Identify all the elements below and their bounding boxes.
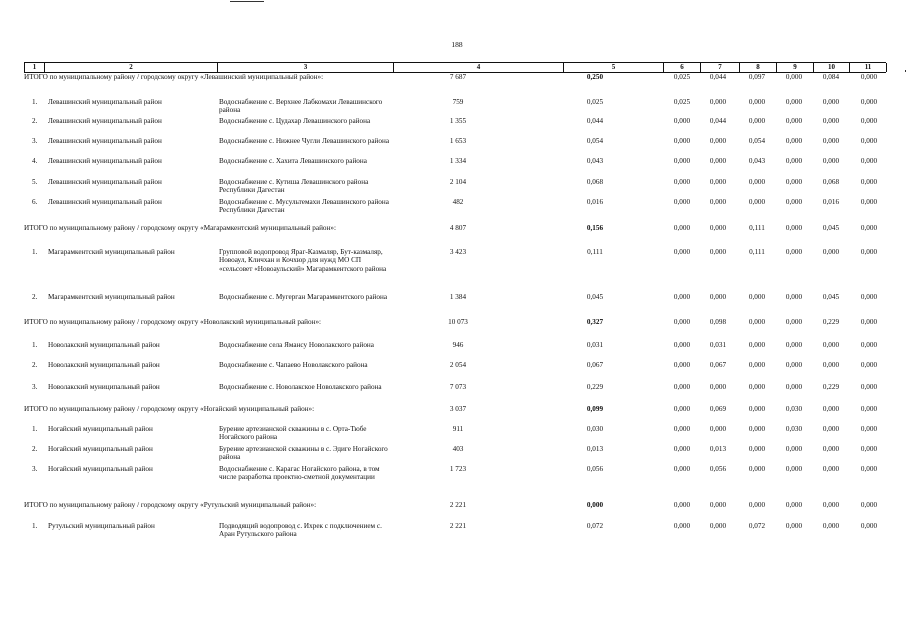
value-c5: 0,000 (586, 501, 604, 509)
district-name: Рутульский муниципальный район (48, 522, 155, 530)
value-c8: 0,000 (748, 383, 766, 391)
value-c4: 2 221 (449, 522, 467, 530)
column-header-3: 3 (217, 63, 393, 72)
table-header (24, 62, 886, 73)
total-label: ИТОГО по муниципальному району / городскому округу «Магарамкентский муниципальный район»: (24, 224, 336, 232)
value-c4: 946 (452, 341, 464, 349)
value-c11: 0,000 (860, 318, 878, 326)
value-c7: 0,000 (709, 98, 727, 106)
value-c8: 0,000 (748, 445, 766, 453)
district-name: Ногайский муниципальный район (48, 425, 153, 433)
value-c4: 759 (452, 98, 464, 106)
value-c4: 1 384 (449, 293, 467, 301)
value-c4: 1 355 (449, 117, 467, 125)
value-c11: 0,000 (860, 522, 878, 530)
value-c9: 0,000 (785, 501, 803, 509)
value-c11: 0,000 (860, 383, 878, 391)
value-c6: 0,000 (673, 405, 691, 413)
column-header-5: 5 (563, 63, 663, 72)
object-name: Водоснабжение с. Карагас Ногайского района, в том числе разработка проектно-сметной документации (219, 465, 380, 482)
row-number: 5. (32, 178, 38, 186)
district-name: Магарамкентский муниципальный район (48, 248, 175, 256)
value-c8: 0,000 (748, 501, 766, 509)
value-c7: 0,067 (709, 361, 727, 369)
value-c6: 0,000 (673, 361, 691, 369)
value-c4: 2 221 (449, 501, 467, 509)
value-c10: 0,045 (822, 224, 840, 232)
value-c9: 0,000 (785, 465, 803, 473)
district-name: Левашинский муниципальный район (48, 117, 162, 125)
value-c10: 0,045 (822, 293, 840, 301)
district-name: Новолакский муниципальный район (48, 383, 160, 391)
value-c8: 0,000 (748, 318, 766, 326)
district-name: Левашинский муниципальный район (48, 157, 162, 165)
value-c5: 0,111 (587, 248, 603, 256)
value-c4: 10 073 (448, 318, 468, 326)
value-c9: 0,000 (785, 178, 803, 186)
value-c9: 0,000 (785, 73, 803, 81)
value-c10: 0,000 (822, 137, 840, 145)
value-c6: 0,000 (673, 465, 691, 473)
value-c5: 0,056 (586, 465, 604, 473)
column-header-2: 2 (44, 63, 217, 72)
value-c8: 0,111 (749, 224, 765, 232)
value-c11: 0,000 (860, 178, 878, 186)
value-c8: 0,000 (748, 293, 766, 301)
value-c10: 0,068 (822, 178, 840, 186)
column-header-10: 10 (813, 63, 849, 72)
district-name: Ногайский муниципальный район (48, 465, 153, 473)
value-c7: 0,044 (709, 73, 727, 81)
value-c9: 0,000 (785, 137, 803, 145)
value-c4: 2 054 (449, 361, 467, 369)
row-number: 1. (32, 248, 38, 256)
value-c8: 0,097 (748, 73, 766, 81)
value-c9: 0,000 (785, 341, 803, 349)
row-number: 4. (32, 157, 38, 165)
value-c7: 0,000 (709, 198, 727, 206)
object-name: Водоснабжение с. Нижнее Чугли Левашинского района (219, 137, 390, 145)
value-c5: 0,044 (586, 117, 604, 125)
value-c10: 0,000 (822, 341, 840, 349)
column-header-4: 4 (393, 63, 563, 72)
value-c4: 2 104 (449, 178, 467, 186)
value-c9: 0,000 (785, 224, 803, 232)
row-number: 2. (32, 445, 38, 453)
value-c7: 0,000 (709, 522, 727, 530)
district-name: Магарамкентский муниципальный район (48, 293, 175, 301)
object-name: Водоснабжение с. Новолакское Новолакского района (219, 383, 382, 391)
value-c6: 0,000 (673, 293, 691, 301)
value-c9: 0,000 (785, 361, 803, 369)
object-name: Подводящий водопровод с. Ихрек с подключением с. Аран Рутульского района (219, 522, 382, 539)
value-c4: 1 723 (449, 465, 467, 473)
value-c7: 0,000 (709, 248, 727, 256)
value-c9: 0,000 (785, 383, 803, 391)
object-name: Водоснабжение с. Мугерган Магарамкентского района (219, 293, 388, 301)
value-c7: 0,000 (709, 157, 727, 165)
value-c10: 0,000 (822, 361, 840, 369)
value-c10: 0,229 (822, 318, 840, 326)
value-c8: 0,000 (748, 465, 766, 473)
value-c10: 0,000 (822, 425, 840, 433)
row-number: 1. (32, 425, 38, 433)
value-c10: 0,084 (822, 73, 840, 81)
value-c4: 1 653 (449, 137, 467, 145)
value-c6: 0,000 (673, 318, 691, 326)
value-c5: 0,045 (586, 293, 604, 301)
object-name: Групповой водопровод Яраг-Казмаляр, Бут-казмаляр, Новоаул, Кличхан и Кочхюр для нужд МО СП «сельсовет «Новоаульский» Магарамкентского района (219, 248, 387, 273)
value-c10: 0,000 (822, 405, 840, 413)
value-c8: 0,000 (748, 341, 766, 349)
value-c9: 0,000 (785, 293, 803, 301)
value-c11: 0,000 (860, 137, 878, 145)
value-c6: 0,000 (673, 425, 691, 433)
value-c4: 403 (452, 445, 464, 453)
value-c5: 0,327 (586, 318, 604, 326)
value-c6: 0,000 (673, 522, 691, 530)
value-c8: 0,111 (749, 248, 765, 256)
value-c7: 0,056 (709, 465, 727, 473)
value-c6: 0,000 (673, 157, 691, 165)
value-c11: 0,000 (860, 98, 878, 106)
value-c11: 0,000 (860, 293, 878, 301)
value-c7: 0,000 (709, 224, 727, 232)
value-c7: 0,000 (709, 383, 727, 391)
object-name: Водоснабжение села Ямансу Новолакского района (219, 341, 374, 349)
value-c9: 0,030 (785, 425, 803, 433)
value-c8: 0,000 (748, 361, 766, 369)
value-c5: 0,013 (586, 445, 604, 453)
value-c9: 0,000 (785, 157, 803, 165)
row-number: 1. (32, 341, 38, 349)
value-c4: 482 (452, 198, 464, 206)
column-header-9: 9 (776, 63, 813, 72)
value-c10: 0,229 (822, 383, 840, 391)
value-c11: 0,000 (860, 361, 878, 369)
value-c6: 0,000 (673, 178, 691, 186)
value-c7: 0,069 (709, 405, 727, 413)
value-c8: 0,054 (748, 137, 766, 145)
column-header-11: 11 (849, 63, 887, 72)
row-number: 2. (32, 293, 38, 301)
value-c9: 0,000 (785, 248, 803, 256)
value-c11: 0,000 (860, 405, 878, 413)
value-c8: 0,000 (748, 98, 766, 106)
row-number: 3. (32, 465, 38, 473)
value-c10: 0,016 (822, 198, 840, 206)
district-name: Левашинский муниципальный район (48, 137, 162, 145)
object-name: Водоснабжение с. Хахита Левашинского района (219, 157, 367, 165)
value-c11: 0,000 (860, 157, 878, 165)
value-c5: 0,072 (586, 522, 604, 530)
value-c5: 0,030 (586, 425, 604, 433)
value-c6: 0,000 (673, 445, 691, 453)
value-c11: 0,000 (860, 341, 878, 349)
value-c5: 0,031 (586, 341, 604, 349)
value-c7: 0,031 (709, 341, 727, 349)
value-c11: 0,000 (860, 465, 878, 473)
value-c6: 0,000 (673, 248, 691, 256)
scan-mark (230, 1, 264, 2)
value-c5: 0,068 (586, 178, 604, 186)
value-c7: 0,000 (709, 293, 727, 301)
value-c7: 0,000 (709, 501, 727, 509)
value-c4: 1 334 (449, 157, 467, 165)
value-c6: 0,000 (673, 137, 691, 145)
value-c10: 0,000 (822, 117, 840, 125)
row-number: 1. (32, 98, 38, 106)
district-name: Левашинский муниципальный район (48, 198, 162, 206)
value-c11: 0,000 (860, 248, 878, 256)
scan-mark (905, 70, 906, 72)
column-header-1: 1 (24, 63, 44, 72)
value-c5: 0,229 (586, 383, 604, 391)
value-c10: 0,000 (822, 445, 840, 453)
value-c11: 0,000 (860, 501, 878, 509)
value-c9: 0,000 (785, 318, 803, 326)
column-header-8: 8 (739, 63, 776, 72)
value-c7: 0,098 (709, 318, 727, 326)
value-c6: 0,000 (673, 501, 691, 509)
value-c11: 0,000 (860, 73, 878, 81)
value-c8: 0,072 (748, 522, 766, 530)
column-header-6: 6 (663, 63, 700, 72)
value-c7: 0,044 (709, 117, 727, 125)
total-label: ИТОГО по муниципальному району / городскому округу «Новолакский муниципальный район»: (24, 318, 322, 326)
value-c7: 0,000 (709, 425, 727, 433)
value-c9: 0,000 (785, 117, 803, 125)
value-c10: 0,000 (822, 248, 840, 256)
value-c5: 0,025 (586, 98, 604, 106)
value-c4: 4 807 (449, 224, 467, 232)
value-c11: 0,000 (860, 224, 878, 232)
object-name: Водоснабжение с. Мусультемахи Левашинского района Республики Дагестан (219, 198, 389, 215)
value-c5: 0,016 (586, 198, 604, 206)
value-c5: 0,099 (586, 405, 604, 413)
page-number: 188 (451, 40, 463, 49)
value-c5: 0,054 (586, 137, 604, 145)
row-number: 3. (32, 137, 38, 145)
value-c9: 0,000 (785, 98, 803, 106)
value-c10: 0,000 (822, 157, 840, 165)
row-number: 2. (32, 117, 38, 125)
value-c11: 0,000 (860, 425, 878, 433)
value-c7: 0,000 (709, 178, 727, 186)
value-c11: 0,000 (860, 445, 878, 453)
district-name: Новолакский муниципальный район (48, 361, 160, 369)
value-c8: 0,000 (748, 198, 766, 206)
row-number: 1. (32, 522, 38, 530)
value-c6: 0,025 (673, 98, 691, 106)
value-c6: 0,000 (673, 198, 691, 206)
value-c4: 7 073 (449, 383, 467, 391)
row-number: 6. (32, 198, 38, 206)
value-c5: 0,067 (586, 361, 604, 369)
value-c7: 0,013 (709, 445, 727, 453)
value-c6: 0,000 (673, 383, 691, 391)
total-label: ИТОГО по муниципальному району / городскому округу «Левашинский муниципальный район»: (24, 73, 324, 81)
value-c9: 0,030 (785, 405, 803, 413)
object-name: Водоснабжение с. Кутиша Левашинского района Республики Дагестан (219, 178, 369, 195)
value-c6: 0,025 (673, 73, 691, 81)
value-c7: 0,000 (709, 137, 727, 145)
value-c8: 0,043 (748, 157, 766, 165)
value-c5: 0,250 (586, 73, 604, 81)
object-name: Водоснабжение с. Верхнее Лабкомахи Левашинского района (219, 98, 383, 115)
value-c8: 0,000 (748, 117, 766, 125)
value-c8: 0,000 (748, 425, 766, 433)
object-name: Бурение артезианской скважины в с. Орта-Тюбе Ногайского района (219, 425, 367, 442)
value-c4: 7 687 (449, 73, 467, 81)
row-number: 3. (32, 383, 38, 391)
object-name: Бурение артезианской скважины в с. Эдиге Ногайского района (219, 445, 388, 462)
row-number: 2. (32, 361, 38, 369)
value-c9: 0,000 (785, 522, 803, 530)
value-c6: 0,000 (673, 224, 691, 232)
value-c11: 0,000 (860, 198, 878, 206)
value-c8: 0,000 (748, 405, 766, 413)
value-c11: 0,000 (860, 117, 878, 125)
column-header-7: 7 (700, 63, 739, 72)
value-c5: 0,043 (586, 157, 604, 165)
value-c6: 0,000 (673, 341, 691, 349)
total-label: ИТОГО по муниципальному району / городскому округу «Рутульский муниципальный район»: (24, 501, 317, 509)
value-c4: 3 423 (449, 248, 467, 256)
value-c10: 0,000 (822, 98, 840, 106)
district-name: Левашинский муниципальный район (48, 178, 162, 186)
district-name: Новолакский муниципальный район (48, 341, 160, 349)
object-name: Водоснабжение с. Цудахар Левашинского района (219, 117, 371, 125)
value-c9: 0,000 (785, 198, 803, 206)
value-c10: 0,000 (822, 501, 840, 509)
district-name: Левашинский муниципальный район (48, 98, 162, 106)
value-c4: 911 (452, 425, 464, 433)
value-c6: 0,000 (673, 117, 691, 125)
value-c4: 3 037 (449, 405, 467, 413)
value-c10: 0,000 (822, 522, 840, 530)
object-name: Водоснабжение с. Чапаево Новолакского района (219, 361, 368, 369)
value-c10: 0,000 (822, 465, 840, 473)
value-c8: 0,000 (748, 178, 766, 186)
value-c9: 0,000 (785, 445, 803, 453)
value-c5: 0,156 (586, 224, 604, 232)
total-label: ИТОГО по муниципальному району / городскому округу «Ногайский муниципальный район»: (24, 405, 315, 413)
district-name: Ногайский муниципальный район (48, 445, 153, 453)
